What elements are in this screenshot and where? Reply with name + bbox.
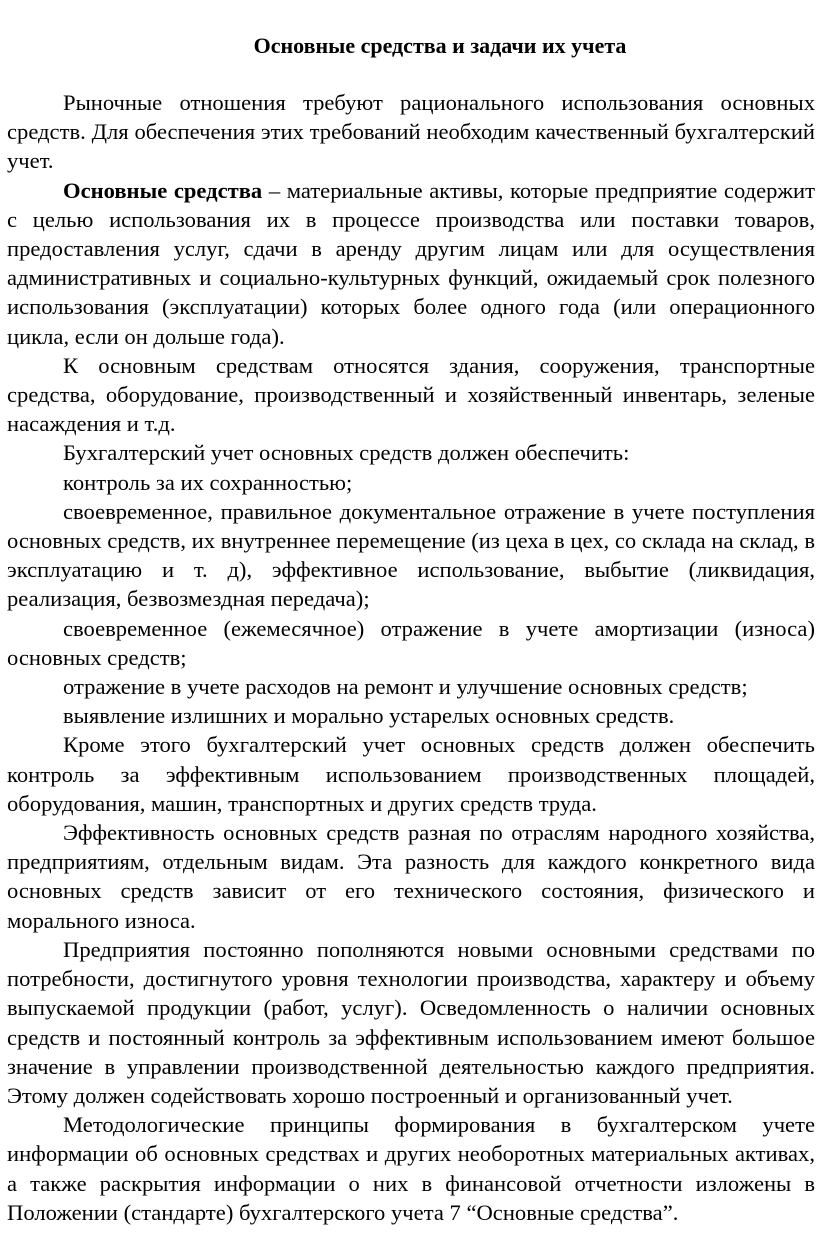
definition-text: – материальные активы, которые предприятие содержит с целью использования их в процессе производства или поставки товаров, предоставления услуг, сдачи в аренду другим лицам или для осуществления административных и социально-культурных функций, ожидаемый срок полезного использования (эксплуатации) которых более одного года (или операционного цикла, если он дольше года). xyxy=(7,177,815,349)
list-item-1: контроль за их сохранностью; xyxy=(63,469,353,495)
list-item-4: отражение в учете расходов на ремонт и улучшение основных средств; xyxy=(63,674,748,700)
document-body xyxy=(7,88,815,1227)
paragraph-2 xyxy=(7,176,815,351)
list-item-5: выявление излишних и морально устарелых основных средств. xyxy=(63,703,675,729)
list-item-2: своевременное, правильное документальное отражение в учете поступления основных средств, их внутреннее перемещение (из цеха в цех, со склада на склад, в эксплуатацию и т. д), эффективное использование, выбытие (ликвидация, реализация, безвозмездная передача); xyxy=(7,498,815,612)
list-item-3: своевременное (ежемесячное) отражение в учете амортизации (износа) основных средств; xyxy=(7,615,815,670)
paragraph-1: Рыночные отношения требуют рационального использования основных средств. Для обеспечения этих требований необходим качественный бухгалтерский учет. xyxy=(7,90,815,174)
paragraph-6: Эффективность основных средств разная по отраслям народного хозяйства, предприятиям, отдельным видам. Эта разность для каждого конкретного вида основных средств зависит от его технического состояния, физического и морального износа. xyxy=(7,820,815,933)
paragraph-3: К основным средствам относятся здания, сооружения, транспортные средства, оборудование, производственный и хозяйственный инвентарь, зеленые насаждения и т.д. xyxy=(7,352,815,437)
document-title: Основные средства и задачи их учета xyxy=(253,33,627,58)
term-definition: Основные средства xyxy=(63,177,263,203)
paragraph-4: Бухгалтерский учет основных средств должен обеспечить: xyxy=(63,440,630,466)
paragraph-7: Предприятия постоянно пополняются новыми основными средствами по потребности, достигнутого уровня технологии производства, характеру и объему выпускаемой продукции (работ, услуг). Осведомленность о наличии основных средств и постоянный контроль за эффективным использованием имеют большое значение в управлении производственной деятельностью каждого предприятия. Этому должен содействовать хорошо построенный и организованный учет. xyxy=(7,936,815,1108)
paragraph-5: Кроме этого бухгалтерский учет основных средств должен обеспечить контроль за эффективным использованием производственных площадей, оборудования, машин, транспортных и других средств труда. xyxy=(7,732,815,816)
paragraph-8: Методологические принципы формирования в бухгалтерском учете информации об основных средствах и других необоротных материальных активах, а также раскрытия информации о них в финансовой отчетности изложены в Положении (стандарте) бухгалтерского учета 7 “Основные средства”. xyxy=(7,1112,815,1225)
